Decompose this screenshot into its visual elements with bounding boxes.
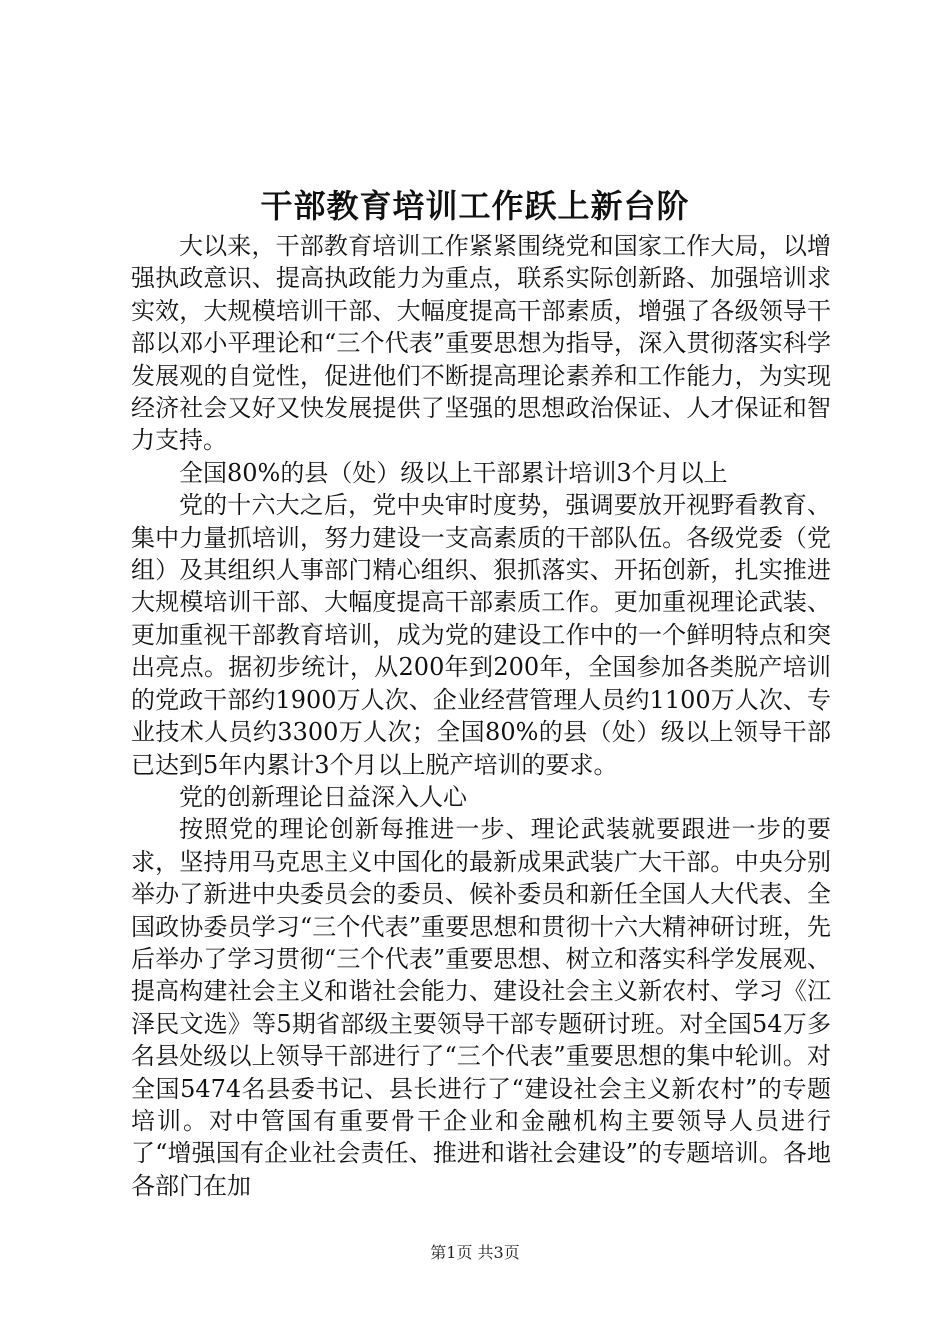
document-title: 干部教育培训工作跃上新台阶 <box>260 187 690 225</box>
page-number-footer: 第1页 共3页 <box>430 1243 520 1262</box>
document-body <box>131 230 831 1202</box>
section-heading: 党的创新理论日益深入人心 <box>179 782 467 811</box>
section-heading: 全国80%的县（处）级以上干部累计培训3个月以上 <box>179 458 728 487</box>
paragraph: 党的十六大之后，党中央审时度势，强调要放开视野看教育、集中力量抓培训，努力建设一支高素质的干部队伍。各级党委（党组）及其组织人事部门精心组织、狠抓落实、开拓创新，扎实推进大规模培训干部、大幅度提高干部素质工作。更加重视理论武装、更加重视干部教育培训，成为党的建设工作中的一个鲜明特点和突出亮点。据初步统计，从200年到200年，全国参加各类脱产培训的党政干部约1900万人次、企业经营管理人员约1100万人次、专业技术人员约3300万人次；全国80%的县（处）级以上领导干部已达到5年内累计3个月以上脱产培训的要求。 <box>131 491 831 779</box>
paragraph: 按照党的理论创新每推进一步、理论武装就要跟进一步的要求，坚持用马克思主义中国化的最新成果武装广大干部。中央分别举办了新进中央委员会的委员、候补委员和新任全国人大代表、全国政协委员学习“三个代表”重要思想和贯彻十六大精神研讨班，先后举办了学习贯彻“三个代表”重要思想、树立和落实科学发展观、提高构建社会主义和谐社会能力、建设社会主义新农村、学习《江泽民文选》等5期省部级主要领导干部专题研讨班。对全国54万多名县处级以上领导干部进行了“三个代表”重要思想的集中轮训。对全国5474名县委书记、县长进行了“建设社会主义新农村”的专题培训。对中管国有重要骨干企业和金融机构主要领导人员进行了“增强国有企业社会责任、推进和谐社会建设”的专题培训。各地各部门在加 <box>131 815 831 1200</box>
paragraph: 大以来，干部教育培训工作紧紧围绕党和国家工作大局，以增强执政意识、提高执政能力为重点，联系实际创新路、加强培训求实效，大规模培训干部、大幅度提高干部素质，增强了各级领导干部以邓小平理论和“三个代表”重要思想为指导，深入贯彻落实科学发展观的自觉性，促进他们不断提高理论素养和工作能力，为实现经济社会又好又快发展提供了坚强的思想政治保证、人才保证和智力支持。 <box>131 232 831 455</box>
